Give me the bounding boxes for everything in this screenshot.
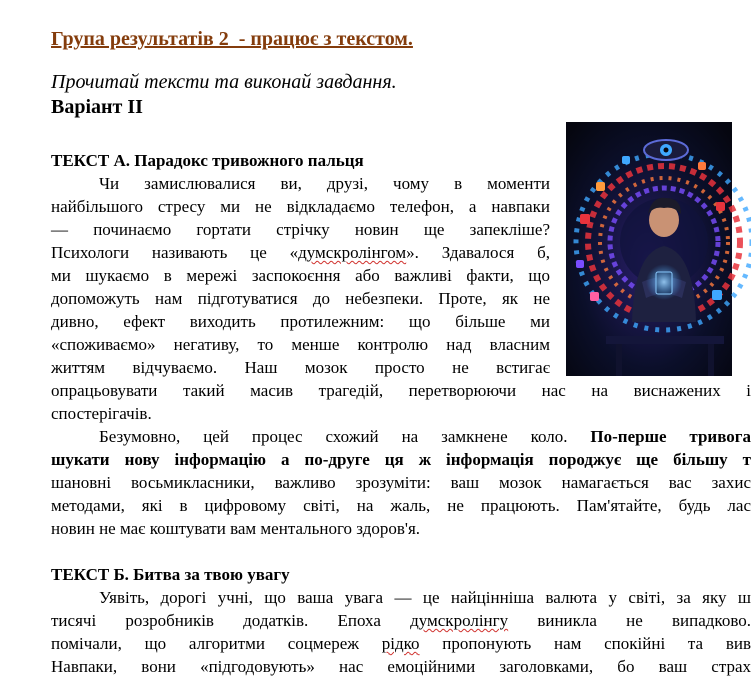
- text-a-line-7: дивно, ефект виходить протилежним: що більше ми: [51, 312, 550, 331]
- text-a-line-5: ми шукаємо в мережі заспокоєння або важливі факти, що: [51, 266, 550, 285]
- text-a-line-11: спостерігачів.: [51, 404, 152, 423]
- text-a-title: ТЕКСТ А. Парадокс тривожного пальця: [51, 151, 364, 170]
- text-a-line-12: Безумовно, цей процес схожий на замкнене коло. По-перше тривога: [99, 427, 751, 446]
- text-a-line-1: Чи замислювалися ви, друзі, чому в моменти: [99, 174, 550, 193]
- text-a-line-16: новин не має коштувати вам ментального здоров'я.: [51, 519, 421, 538]
- spell-flag: рідко: [381, 634, 420, 653]
- text-a-line-3: — починаємо гортати стрічку новин ще запекліше?: [51, 220, 550, 239]
- variant-label: Варіант ІІ: [51, 96, 143, 118]
- instruction: Прочитай тексти та виконай завдання.: [51, 71, 397, 93]
- spell-flag: думскролінгу: [410, 611, 509, 630]
- text-a-line-6: допоможуть нам підготуватися до небезпеки. Проте, як не: [51, 289, 550, 308]
- text-a-line-2: найбільшого стресу ми не відкладаємо телефон, а навпаки: [51, 197, 550, 216]
- group-title: Група результатів 2 - працює з текстом.: [51, 28, 413, 50]
- text-a-line-15: методами, які в цифровому світі, на жаль, не працюють. Пам'ятайте, будь лас: [51, 496, 751, 515]
- text-a-line-10: опрацьовувати такий масив трагедій, перетворюючи нас на виснажених і: [51, 381, 751, 400]
- text-a-line-14: шановні восьмикласники, важливо зрозуміти: ваш мозок намагається вас захис: [51, 473, 751, 492]
- text-b-line-4: Навпаки, вони «підгодовують» нас емоційними заголовками, бо ваш страх: [51, 657, 751, 676]
- text-b-line-1: Уявіть, дорогі учні, що ваша увага — це найцінніша валюта у світі, за яку ш: [99, 588, 751, 607]
- text-a-line-8: «споживаємо» негативу, то менше контролю над власним: [51, 335, 550, 354]
- illustration: [566, 122, 732, 376]
- spell-flag: думскролінгом: [298, 243, 407, 262]
- text-a-line-4: Психологи називають це «думскролінгом». Здавалося б,: [51, 243, 550, 262]
- text-a-line-13: шукати нову інформацію а по-друге ця ж інформація породжує ще більшу т: [51, 450, 751, 469]
- text-b-title: ТЕКСТ Б. Битва за твою увагу: [51, 565, 290, 584]
- text-a-line-9: життям відчуваємо. Наш мозок просто не встигає: [51, 358, 550, 377]
- text-b-line-3: помічали, що алгоритми соцмереж рідко пропонують нам спокійні та вив: [51, 634, 751, 653]
- text-b-line-2: тисячі розробників додатків. Епоха думскролінгу виникла не випадково.: [51, 611, 751, 630]
